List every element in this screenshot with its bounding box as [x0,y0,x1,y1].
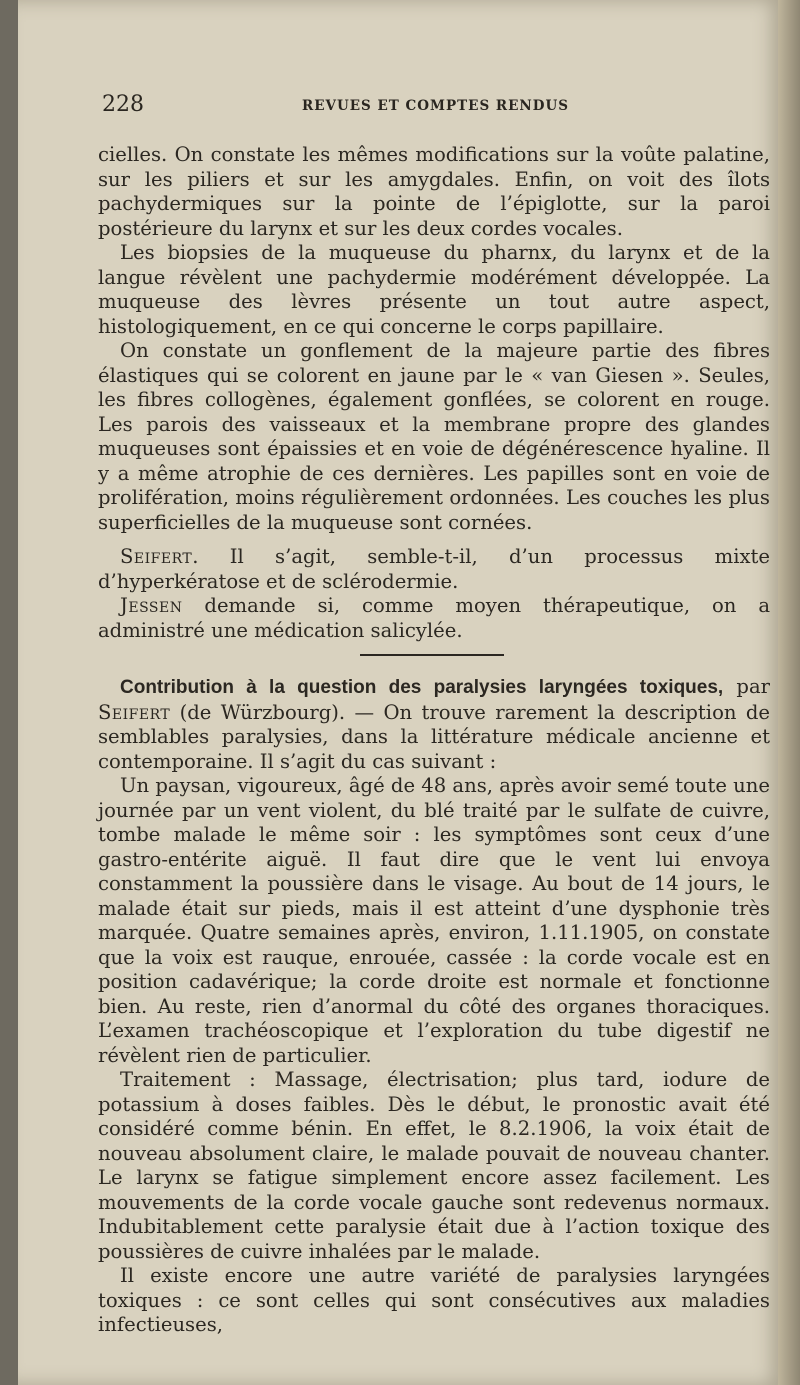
text-block-2 [98,675,770,1338]
paragraph [98,675,770,774]
title-by: par [723,675,771,698]
running-head: REVUES ET COMPTES RENDUS [302,98,569,114]
paragraph: Un paysan, vigoureux, âgé de 48 ans, après avoir semé toute une journée par un vent violent, du blé traité par le sulfate de cuivre, tombe malade le même soir : les symptômes sont ceux d’une gastro-entérite aiguë. Il faut dire que le vent lui envoya constamment la poussière dans le visage. Au bout de 14 jours, le malade était sur pieds, mais il est atteint d’une dysphonie très marquée. Quatre semaines après, environ, 1.11.1905, on constate que la voix est rauque, enrouée, cassée : la corde vocale est en position cadavérique; la corde droite est normale et fonctionne bien. Au reste, rien d’anormal du côté des organes thoraciques. L’examen trachéoscopique et l’exploration du tube digestif ne révèlent rien de particulier. [98,774,770,1067]
paragraph-text: demande si, comme moyen thérapeutique, on a administré une médication salicylée. [98,594,770,642]
paragraph: Traitement : Massage, électrisation; plus tard, iodure de potassium à doses faibles. Dès le début, le pronostic avait été considéré comme bénin. En effet, le 8.2.1906, la voix était de nouveau absolument claire, le malade pouvait de nouveau chanter. Le larynx se fatigue simplement encore assez facilement. Les mouvements de la corde vocale gauche sont redevenus normaux. Indubitablement cette paralysie était due à l’action toxique des poussières de cuivre inhalées par le malade. [98,1068,770,1263]
paragraph: On constate un gonflement de la majeure partie des fibres élastiques qui se colorent en jaune par le « van Giesen ». Seules, les fibres collogènes, également gonflées, se colorent en rouge. Les parois des vaisseaux et la membrane propre des glandes muqueuses sont épaissies et en voie de dégénérescence hyaline. Il y a même atrophie de ces dernières. Les papilles sont en voie de prolifération, moins régulièrement ordonnées. Les couches les plus superficielles de la muqueuse sont cornées. [98,339,770,534]
paragraph [98,545,770,594]
paragraph-text: . Il s’agit, semble-t-il, d’un processus mixte d’hyperkératose et de sclérodermie. [98,545,770,593]
page-gutter [778,0,800,1385]
article-author: Seifert [98,700,171,724]
paragraph: Il existe encore une autre variété de paralysies laryngées toxiques : ce sont celles qui sont consécutives aux maladies infectieuses, [98,1264,770,1336]
book-page [18,0,786,1385]
speaker-name: Jessen [120,594,183,617]
paragraph: Les biopsies de la muqueuse du pharnx, du larynx et de la langue révèlent une pachydermie modérément développée. La muqueuse des lèvres présente un tout autre aspect, histologiquement, en ce qui concerne le corps papillaire. [98,241,770,338]
page-header [102,92,762,120]
section-divider [360,654,504,656]
speaker-name: Seifert [120,545,193,568]
text-block-1 [98,143,770,643]
article-title: Contribution à la question des paralysies laryngées toxiques, [120,677,724,698]
paragraph: cielles. On constate les mêmes modifications sur la voûte palatine, sur les piliers et sur les amygdales. Enfin, on voit des îlots pachydermiques sur la pointe de l’épiglotte, sur la paroi postérieure du larynx et sur les deux cordes vocales. [98,143,770,240]
page-number: 228 [102,92,144,117]
paragraph-text: (de Würzbourg). — On trouve rarement la description de semblables paralysies, dans la littérature médicale ancienne et contemporaine. Il s’agit du cas suivant : [98,700,770,773]
paragraph [98,594,770,643]
